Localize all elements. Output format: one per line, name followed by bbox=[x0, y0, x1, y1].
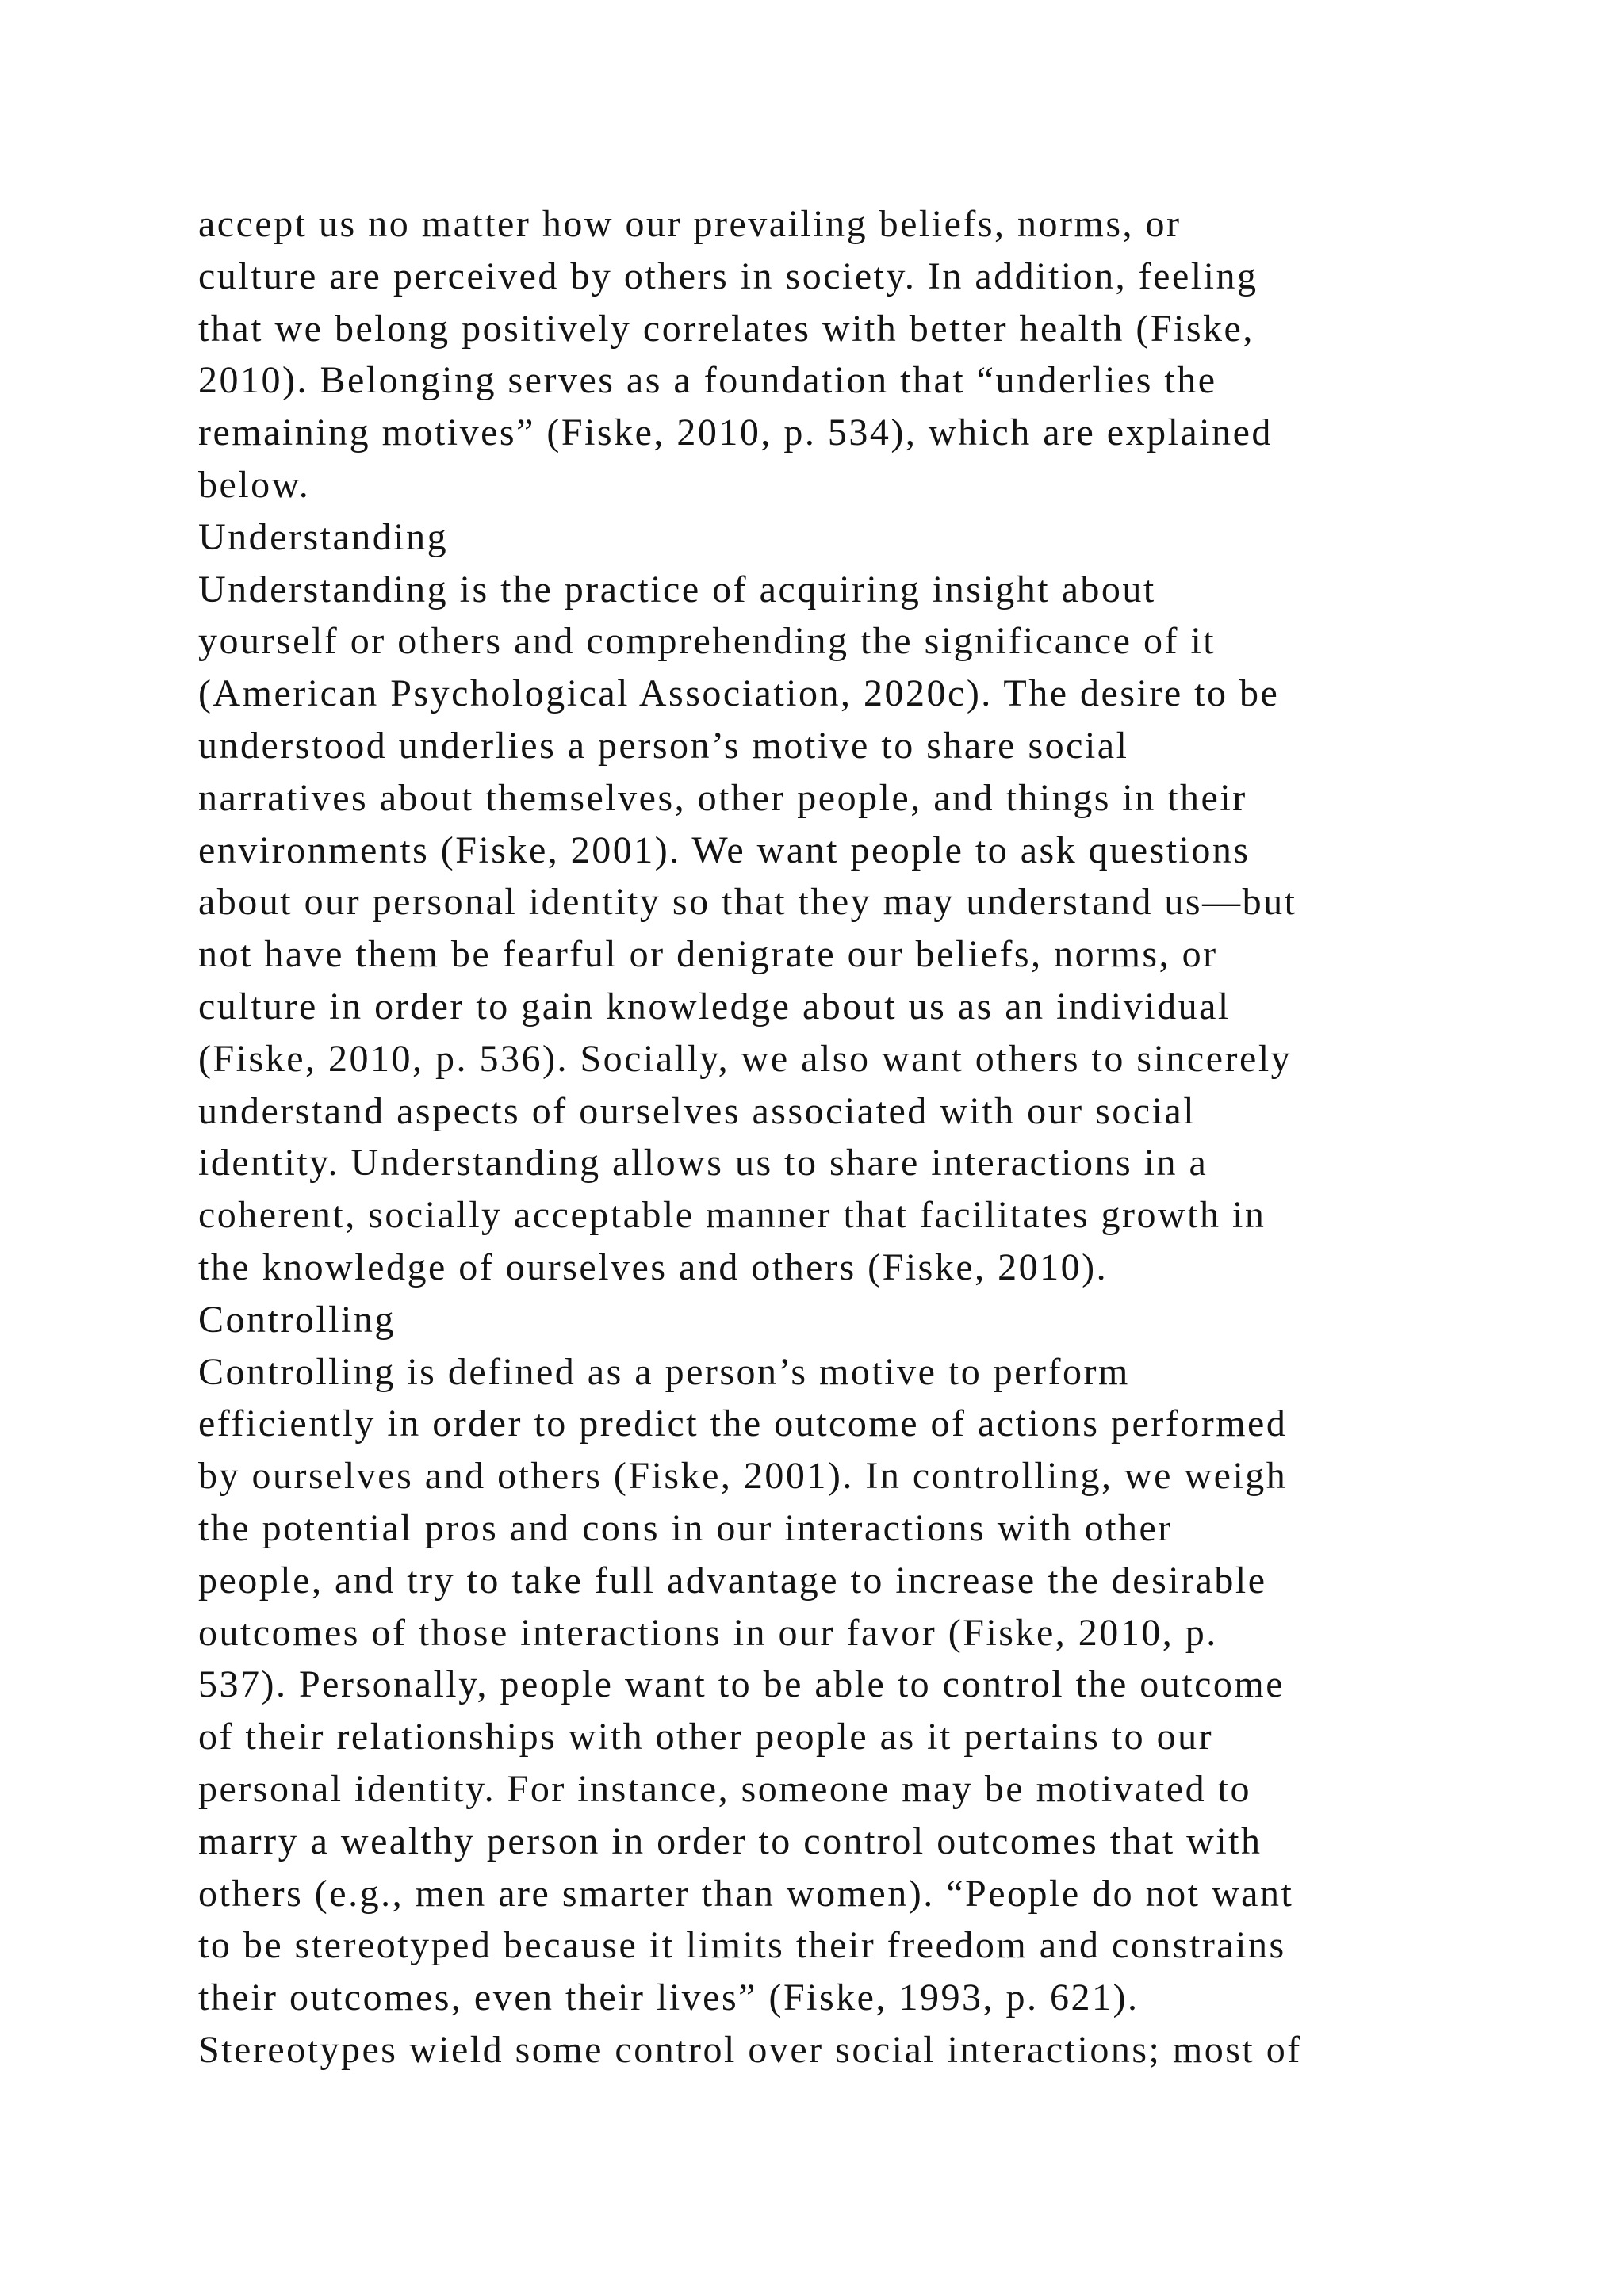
text-line: that we belong positively correlates with better health (Fiske, bbox=[198, 307, 1254, 350]
text-line: their outcomes, even their lives” (Fiske, 1993, p. 621). bbox=[198, 1976, 1139, 2019]
text-line: outcomes of those interactions in our favor (Fiske, 2010, p. bbox=[198, 1611, 1218, 1654]
text-line: others (e.g., men are smarter than women). “People do not want bbox=[198, 1872, 1294, 1915]
text-line: not have them be fearful or denigrate our beliefs, norms, or bbox=[198, 933, 1218, 976]
section-heading-controlling: Controlling bbox=[198, 1298, 396, 1341]
text-line: Stereotypes wield some control over social interactions; most of bbox=[198, 2028, 1302, 2071]
text-line: personal identity. For instance, someone may be motivated to bbox=[198, 1767, 1251, 1810]
text-line: Controlling is defined as a person’s motive to perform bbox=[198, 1350, 1130, 1393]
text-line: 2010). Belonging serves as a foundation that “underlies the bbox=[198, 359, 1217, 402]
text-line: (American Psychological Association, 2020c). The desire to be bbox=[198, 672, 1280, 715]
text-line: understand aspects of ourselves associated with our social bbox=[198, 1089, 1197, 1132]
text-line: accept us no matter how our prevailing beliefs, norms, or bbox=[198, 203, 1182, 245]
text-line: to be stereotyped because it limits their freedom and constrains bbox=[198, 1924, 1286, 1967]
section-heading-understanding: Understanding bbox=[198, 515, 449, 558]
text-line: 537). Personally, people want to be able to control the outcome bbox=[198, 1663, 1285, 1706]
continued-paragraph bbox=[198, 198, 1546, 511]
text-line: the potential pros and cons in our interactions with other bbox=[198, 1506, 1173, 1549]
understanding-section bbox=[198, 511, 1546, 1294]
text-line: narratives about themselves, other people, and things in their bbox=[198, 776, 1247, 819]
text-line: by ourselves and others (Fiske, 2001). In controlling, we weigh bbox=[198, 1455, 1288, 1498]
text-line: culture in order to gain knowledge about us as an individual bbox=[198, 985, 1231, 1027]
text-line: people, and try to take full advantage to increase the desirable bbox=[198, 1559, 1267, 1601]
text-line: the knowledge of ourselves and others (Fiske, 2010). bbox=[198, 1246, 1109, 1288]
text-line: remaining motives” (Fiske, 2010, p. 534), which are explained bbox=[198, 411, 1273, 454]
document-body bbox=[198, 198, 1546, 2076]
text-line: identity. Understanding allows us to share interactions in a bbox=[198, 1142, 1208, 1184]
controlling-section bbox=[198, 1294, 1546, 2076]
text-line: (Fiske, 2010, p. 536). Socially, we also want others to sincerely bbox=[198, 1037, 1293, 1080]
text-line: environments (Fiske, 2001). We want people to ask questions bbox=[198, 828, 1251, 871]
text-line: Understanding is the practice of acquiring insight about bbox=[198, 568, 1156, 610]
text-line: about our personal identity so that they may understand us—but bbox=[198, 881, 1297, 924]
text-line: below. bbox=[198, 463, 311, 506]
text-line: marry a wealthy person in order to control outcomes that with bbox=[198, 1820, 1262, 1862]
text-line: efficiently in order to predict the outcome of actions performed bbox=[198, 1402, 1288, 1445]
text-line: of their relationships with other people as it pertains to our bbox=[198, 1716, 1214, 1758]
text-line: understood underlies a person’s motive to share social bbox=[198, 724, 1129, 767]
text-line: coherent, socially acceptable manner that facilitates growth in bbox=[198, 1194, 1266, 1237]
text-line: culture are perceived by others in society. In addition, feeling bbox=[198, 254, 1258, 297]
text-line: yourself or others and comprehending the significance of it bbox=[198, 620, 1216, 663]
